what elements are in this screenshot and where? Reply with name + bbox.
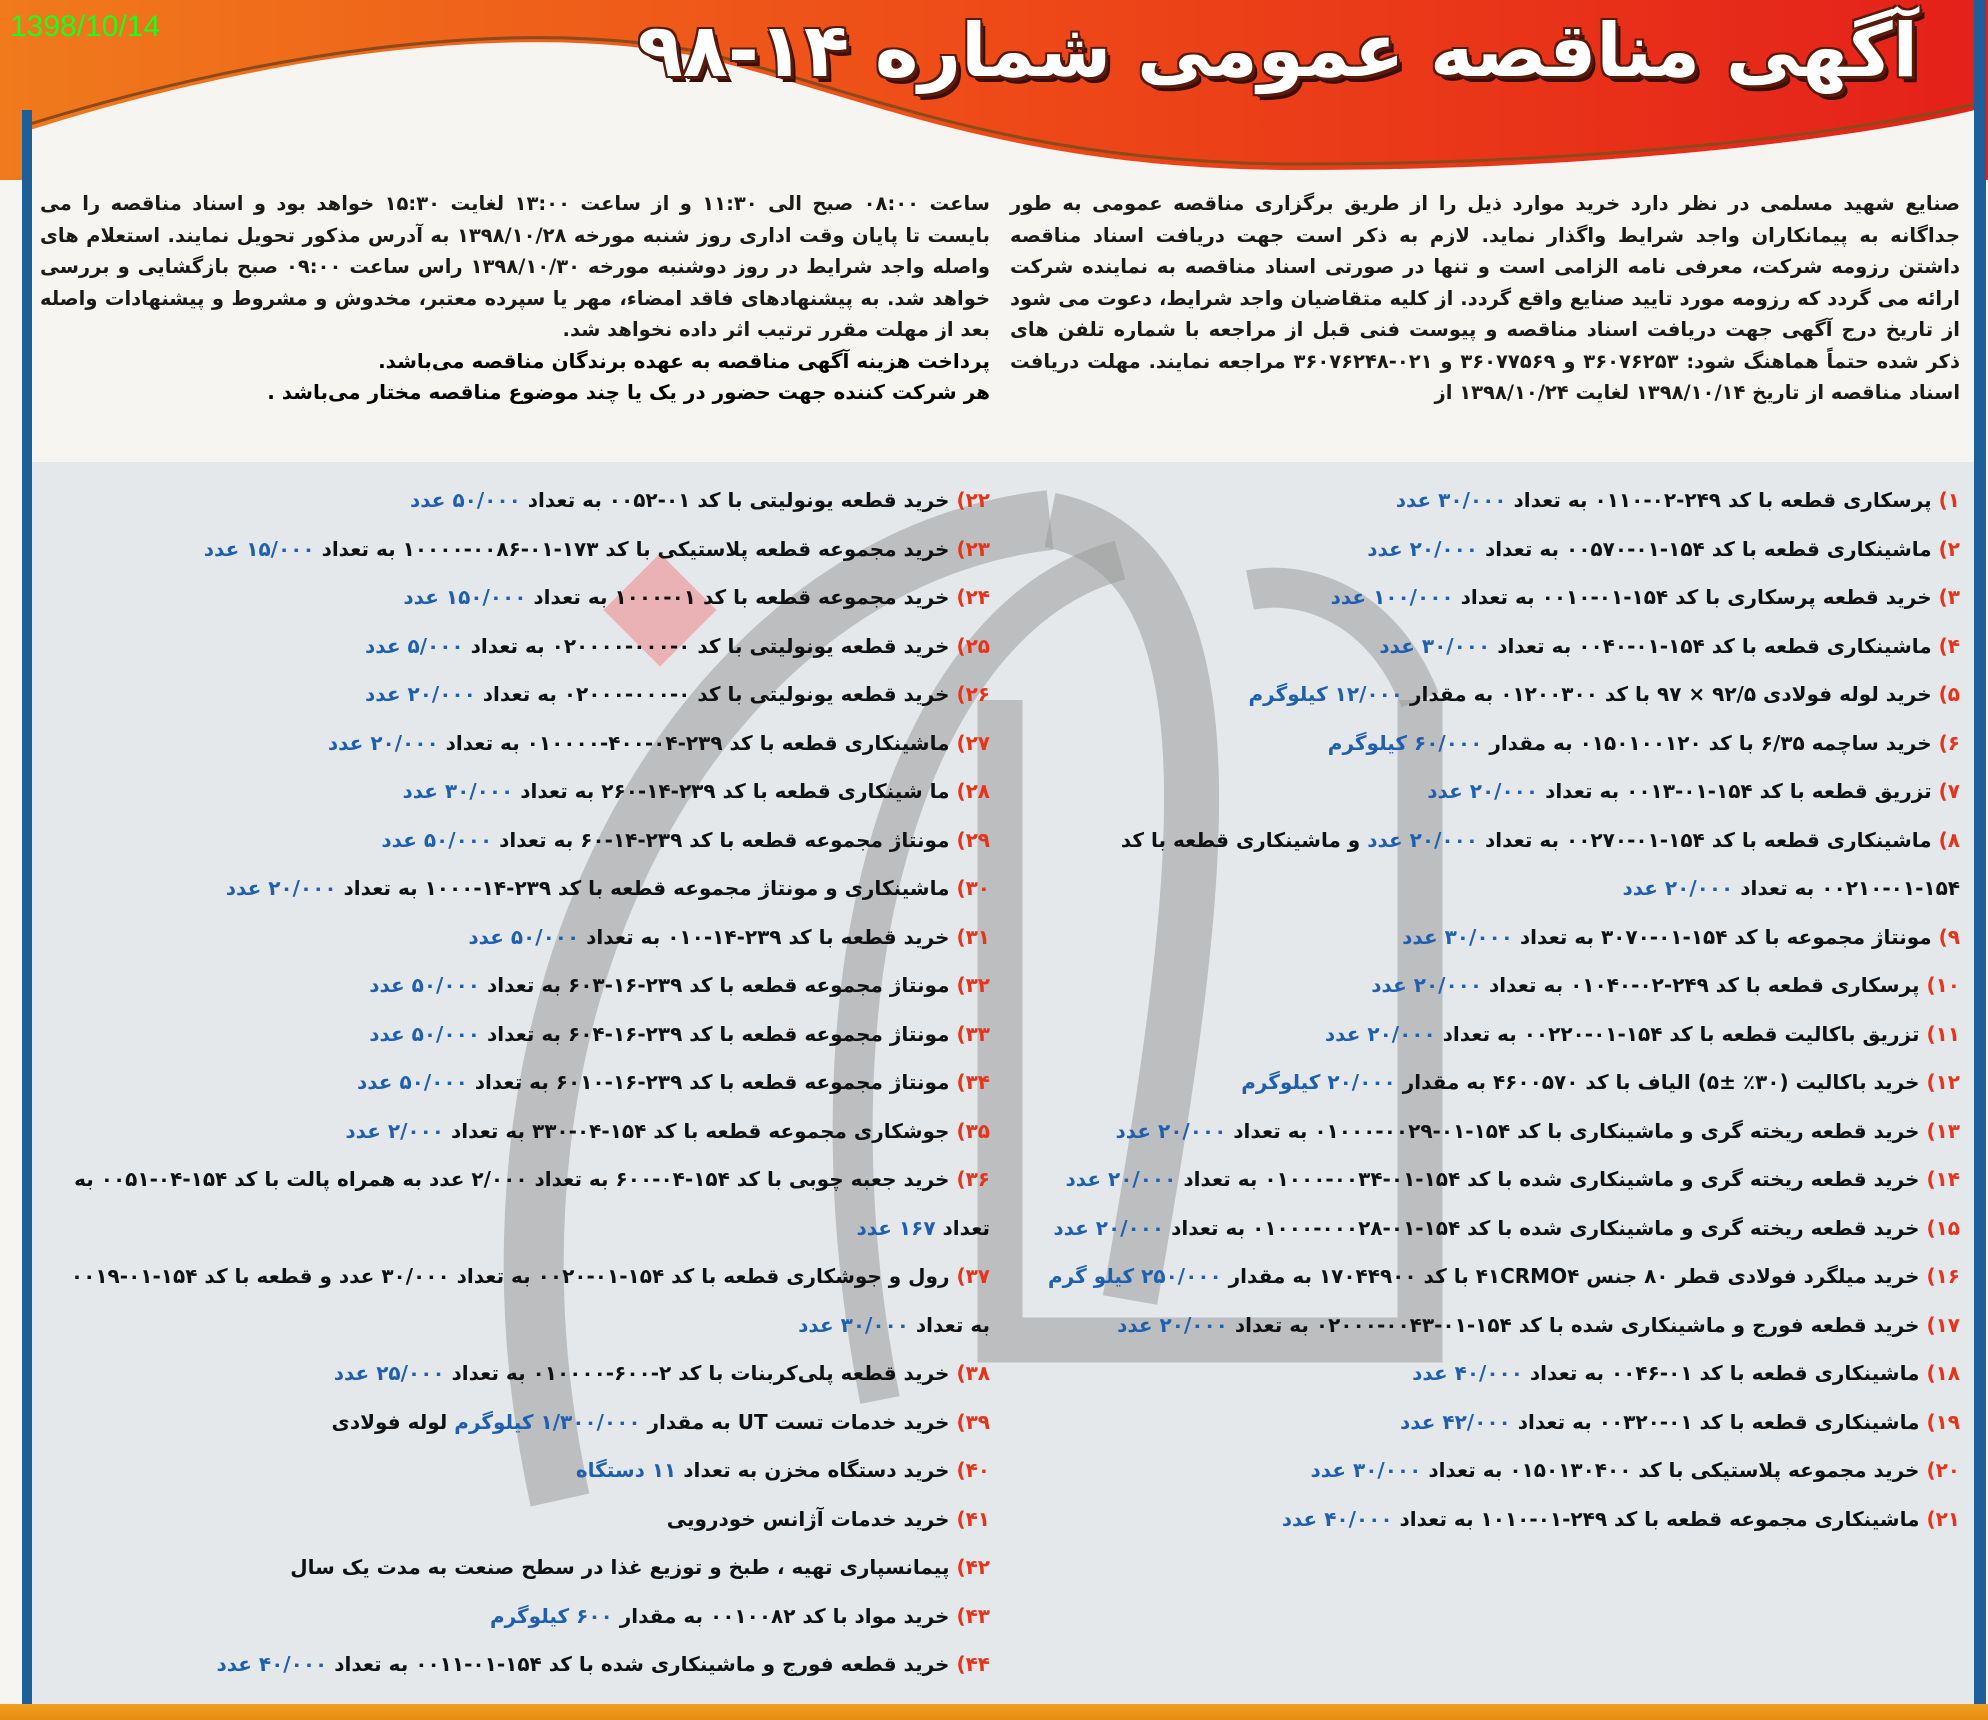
item-quantity: ۵۰/۰۰۰ عدد — [369, 973, 480, 997]
item-description: مونتاژ مجموعه قطعه با کد ۲۳۹-۱۶-۶۰۱۰ به تعداد — [474, 1070, 950, 1094]
item-quantity: ۲۰/۰۰۰ عدد — [1427, 779, 1539, 803]
item-number: ۴۰) — [956, 1458, 990, 1482]
tender-item — [45, 1398, 990, 1447]
item-number: ۱۲) — [1926, 1070, 1960, 1094]
item-description: تزریق قطعه با کد ۱۵۴-۰۱-۰۰۱۳ به تعداد — [1545, 779, 1932, 803]
tender-item — [1010, 1155, 1960, 1204]
item-description: خرید قطعه پلی‌کربنات با کد ۲-۶۰۰-۰۱۰۰۰۰ به تعداد — [451, 1361, 950, 1385]
item-quantity: ۲۰/۰۰۰ عدد — [1053, 1215, 1165, 1240]
item-quantity: ۲۰/۰۰۰ عدد — [1367, 536, 1478, 561]
item-number: ۲۲) — [956, 488, 990, 512]
item-description: لوله فولادی — [331, 1409, 448, 1434]
intro-right — [1010, 188, 1960, 409]
tender-item — [1010, 476, 1960, 525]
item-quantity: ۱۶۷ عدد — [856, 1215, 936, 1240]
item-description: خرید قطعه ریخته گری و ماشینکاری شده با کد ۱۵۴-۰۱-۰۰۰۲۸-۰۱۰۰۰ به تعداد — [1171, 1215, 1920, 1240]
item-quantity: ۱۵۰/۰۰۰ عدد — [403, 585, 527, 609]
item-description: خرید قطعه یونولیتی با کد ۰۱-۰۰۵۲ به تعداد — [527, 488, 950, 512]
item-quantity: ۵۰/۰۰۰ عدد — [409, 488, 521, 512]
item-description: مونتاژ مجموعه قطعه با کد ۲۳۹-۱۶-۶۰۳ به تعداد — [486, 973, 950, 997]
item-number: ۳۳) — [956, 1021, 990, 1046]
item-description: پرسکاری قطعه با کد ۲۴۹-۰۲-۰۱۰۴۰ به تعداد — [1489, 973, 1920, 997]
item-quantity: ۴۰/۰۰۰ عدد — [216, 1652, 328, 1676]
tender-item — [45, 1010, 990, 1059]
tender-item — [1010, 1204, 1960, 1253]
item-quantity: ۶۰۰ کیلوگرم — [489, 1603, 613, 1628]
item-quantity: ۲۰/۰۰۰ عدد — [1117, 1312, 1228, 1337]
intro-paragraph-left: ساعت ۰۸:۰۰ صبح الی ۱۱:۳۰ و از ساعت ۱۳:۰۰ لغایت ۱۵:۳۰ خواهد بود و اسناد مناقصه را می بایست تا پایان وقت اداری روز شنبه مورخه ۱۳۹۸/۱۰/۲۸ به آدرس مذکور تحویل نمایند. استعلام های واصله واجد شرایط در روز دوشنبه مورخه ۱۳۹۸/۱۰/۳۰ راس ساعت ۰۹:۰۰ صبح بازگشایی و بررسی خواهد شد. به پیشنهادهای فاقد امضاء، مهر یا سپرده معتبر، مخدوش و مشروط و پیشنهادات واصله بعد از مهلت مقرر ترتیب اثر داده نخواهد شد. — [40, 192, 990, 341]
item-description: خرید مواد با کد ۰۰۱۰۰۸۲ به مقدار — [619, 1603, 950, 1628]
tender-item — [1010, 961, 1960, 1010]
tender-item — [45, 1446, 990, 1495]
item-description: خرید جعبه چوبی با کد ۱۵۴-۰۴-۶۰۰ به تعداد ۲/۰۰۰ عدد به همراه پالت با کد ۱۵۴-۰۴-۰۰۵۱ به تعداد — [74, 1167, 990, 1240]
item-description: خرید قطعه فورج و ماشینکاری شده با کد ۱۵۴-۰۱-۰۰۱۱ به تعداد — [334, 1652, 950, 1676]
item-description: ماشینکاری قطعه با کد ۱۵۴-۰۱-۰۰۲۷۰ به تعداد — [1484, 827, 1932, 852]
item-number: ۱۰) — [1926, 973, 1960, 997]
intro-left — [40, 188, 990, 409]
tender-item — [45, 476, 990, 525]
tender-item — [1010, 1398, 1960, 1447]
item-quantity: ۴۰/۰۰۰ عدد — [1412, 1361, 1523, 1385]
left-border — [22, 110, 32, 1720]
item-number: ۷) — [1938, 779, 1960, 803]
item-number: ۱۵) — [1926, 1215, 1960, 1240]
tender-item — [1010, 573, 1960, 622]
item-number: ۱) — [1938, 488, 1960, 512]
item-quantity: ۵۰/۰۰۰ عدد — [468, 924, 580, 949]
item-description: ماشینکاری قطعه با کد ۰۱-۰۰۴۶ به تعداد — [1529, 1361, 1920, 1385]
item-description: رول و جوشکاری قطعه با کد ۱۵۴-۰۱-۰۰۲۰ به تعداد ۳۰/۰۰۰ عدد و قطعه با کد ۱۵۴-۰۱-۰۰۱۹ به تعداد — [70, 1264, 990, 1337]
item-description: ماشینکاری قطعه با کد ۱۵۴-۰۱-۰۰۵۷۰ به تعداد — [1484, 536, 1932, 561]
item-description: مونتاژ مجموعه با کد ۱۵۴-۰۱-۳۰۷۰ به تعداد — [1519, 924, 1932, 949]
item-quantity: ۵/۰۰۰ عدد — [365, 633, 464, 658]
item-description: خرید خدمات آژانس خودرویی — [666, 1506, 950, 1531]
item-number: ۳۸) — [956, 1361, 990, 1385]
tender-item — [45, 961, 990, 1010]
tender-item — [45, 1640, 990, 1689]
tender-item — [45, 864, 990, 913]
tender-item — [45, 1592, 990, 1641]
item-number: ۲۹) — [956, 827, 990, 852]
item-quantity: ۱/۳۰۰/۰۰۰ کیلوگرم — [454, 1409, 641, 1434]
item-number: ۴۳) — [956, 1603, 990, 1628]
item-number: ۲۷) — [956, 730, 990, 755]
tender-item — [45, 622, 990, 671]
page-title: آگهی مناقصه عمومی شماره ۱۴-۹۸ — [637, 8, 1918, 94]
date-stamp: 1398/10/14 — [10, 10, 161, 43]
item-quantity: ۲۰/۰۰۰ عدد — [1324, 1021, 1436, 1046]
item-quantity: ۵۰/۰۰۰ عدد — [381, 827, 493, 852]
item-quantity: ۱۲/۰۰۰ کیلوگرم — [1248, 682, 1404, 706]
item-description: مونتاژ مجموعه قطعه با کد ۲۳۹-۱۴-۶۰ به تعداد — [499, 827, 950, 852]
item-number: ۱۳) — [1926, 1118, 1960, 1143]
item-quantity: ۲/۰۰۰ عدد — [345, 1118, 444, 1143]
item-quantity: ۳۰/۰۰۰ عدد — [1310, 1458, 1422, 1482]
tender-item — [1010, 1446, 1960, 1495]
tender-item — [45, 816, 990, 865]
item-number: ۱۱) — [1926, 1021, 1960, 1046]
item-description: خرید میلگرد فولادی قطر ۸۰ جنس ۴۱CRMO۴ با کد ۱۷۰۴۴۹۰۰ به مقدار — [1228, 1264, 1920, 1288]
tender-items-left — [45, 476, 990, 1689]
item-description: خرید ساچمه ۶/۳۵ با کد ۰۱۵۰۱۰۰۱۲۰ به مقدار — [1489, 730, 1932, 755]
tender-item — [1010, 670, 1960, 719]
item-quantity: ۳۰/۰۰۰ عدد — [1395, 488, 1507, 512]
tender-item — [1010, 1058, 1960, 1107]
tender-item — [45, 1058, 990, 1107]
item-description: ماشینکاری و مونتاژ مجموعه قطعه با کد ۲۳۹-۱۴-۱۰۰۰ به تعداد — [343, 876, 950, 900]
tender-item — [45, 913, 990, 962]
tender-item — [1010, 1301, 1960, 1350]
tender-item — [1010, 1349, 1960, 1398]
item-quantity: ۳۰/۰۰۰ عدد — [798, 1312, 909, 1337]
item-quantity: ۳۰/۰۰۰ عدد — [402, 779, 514, 803]
tender-item — [45, 1155, 990, 1252]
bottom-stripe — [0, 1704, 1988, 1720]
item-number: ۲۶) — [956, 682, 990, 706]
tender-item — [1010, 525, 1960, 574]
item-description: خرید قطعه یونولیتی با کد ۰-۰۰۰-۰۲۰۰۰۰ به تعداد — [470, 633, 950, 658]
item-number: ۹) — [1938, 924, 1960, 949]
tender-item — [1010, 1495, 1960, 1544]
item-number: ۲۴) — [956, 585, 990, 609]
item-quantity: ۲۰/۰۰۰ عدد — [365, 682, 476, 706]
item-quantity: ۲۰/۰۰۰ کیلوگرم — [1241, 1070, 1396, 1094]
item-quantity: ۲۵۰/۰۰۰ کیلو گرم — [1048, 1264, 1222, 1288]
item-number: ۱۷) — [1926, 1312, 1960, 1337]
item-number: ۳۷) — [956, 1264, 990, 1288]
item-quantity: ۱۰۰/۰۰۰ عدد — [1330, 585, 1454, 609]
item-number: ۳) — [1938, 585, 1960, 609]
item-quantity: ۲۰/۰۰۰ عدد — [1367, 827, 1478, 852]
item-description: و ماشینکاری قطعه با کد ۱۵۴-۰۱-۰۰۲۱۰ به تعداد — [1120, 827, 1960, 900]
item-quantity: ۵۰/۰۰۰ عدد — [369, 1021, 480, 1046]
item-quantity: ۲۵/۰۰۰ عدد — [333, 1361, 445, 1385]
item-description: ماشینکاری قطعه با کد ۲۳۹-۰۴-۴۰۰-۰۱۰۰۰۰ به تعداد — [445, 730, 950, 755]
tender-item — [45, 1252, 990, 1349]
item-number: ۳۴) — [956, 1070, 990, 1094]
tender-item — [45, 767, 990, 816]
tender-item — [1010, 1010, 1960, 1059]
item-quantity: ۶۰/۰۰۰ کیلوگرم — [1327, 730, 1483, 755]
tender-item — [1010, 767, 1960, 816]
item-number: ۸) — [1938, 827, 1960, 852]
tender-items-right — [1010, 476, 1960, 1543]
item-number: ۲) — [1938, 536, 1960, 561]
item-description: خرید قطعه با کد ۲۳۹-۱۴-۰۱۰ به تعداد — [586, 924, 950, 949]
item-description: خرید خدمات تست UT به مقدار — [647, 1409, 950, 1434]
tender-item — [45, 1349, 990, 1398]
item-quantity: ۲۰/۰۰۰ عدد — [327, 730, 439, 755]
item-description: پیمانسپاری تهیه ، طبخ و توزیع غذا در سطح صنعت به مدت یک سال — [290, 1555, 950, 1579]
item-description: پرسکاری قطعه با کد ۲۴۹-۰۲-۰۱۱۰ به تعداد — [1513, 488, 1932, 512]
note-participation: هر شرکت کننده جهت حضور در یک یا چند موضوع مناقصه مختار می‌باشد . — [267, 380, 990, 404]
item-quantity: ۴۲/۰۰۰ عدد — [1399, 1409, 1511, 1434]
item-description: ما شینکاری قطعه با کد ۲۳۹-۱۴-۲۶۰ به تعداد — [520, 779, 950, 803]
item-number: ۲۰) — [1926, 1458, 1960, 1482]
item-description: جوشکاری مجموعه قطعه با کد ۱۵۴-۰۴-۳۳۰ به تعداد — [450, 1118, 950, 1143]
item-description: ماشینکاری قطعه با کد ۰۱-۰۰۳۲۰ به تعداد — [1517, 1409, 1920, 1434]
tender-item — [1010, 913, 1960, 962]
item-quantity: ۵۰/۰۰۰ عدد — [356, 1070, 468, 1094]
item-description: خرید قطعه پرسکاری با کد ۱۵۴-۰۱-۰۰۱۰ به تعداد — [1460, 585, 1932, 609]
tender-item — [45, 1543, 990, 1592]
item-description: خرید قطعه ریخته گری و ماشینکاری با کد ۱۵۴-۰۱-۰۰۲۹-۰۱۰۰۰ به تعداد — [1233, 1118, 1920, 1143]
item-quantity: ۳۰/۰۰۰ عدد — [1379, 633, 1491, 658]
tender-item — [1010, 622, 1960, 671]
item-number: ۳۲) — [956, 973, 990, 997]
item-description: ماشینکاری قطعه با کد ۱۵۴-۰۱-۰۰۴۰ به تعداد — [1497, 633, 1932, 658]
tender-item — [45, 525, 990, 574]
item-quantity: ۱۱ دستگاه — [575, 1458, 677, 1482]
item-quantity: ۲۰/۰۰۰ عدد — [1065, 1167, 1177, 1191]
item-quantity: ۲۰/۰۰۰ عدد — [1622, 876, 1734, 900]
tender-item — [1010, 1107, 1960, 1156]
tender-item — [45, 670, 990, 719]
item-description: ماشینکاری مجموعه قطعه با کد ۲۴۹-۰۱-۱۰۱۰ به تعداد — [1399, 1506, 1920, 1531]
tender-item — [45, 1495, 990, 1544]
note-payment: پرداخت هزینه آگهی مناقصه به عهده برندگان مناقصه می‌باشد. — [378, 348, 990, 373]
item-quantity: ۳۰/۰۰۰ عدد — [1402, 924, 1513, 949]
item-number: ۴۲) — [956, 1555, 990, 1579]
item-description: خرید لوله فولادی ۹۲/۵ × ۹۷ با کد ۰۱۲۰۰۳۰۰ به مقدار — [1409, 682, 1932, 706]
item-quantity: ۱۵/۰۰۰ عدد — [203, 536, 315, 561]
item-number: ۴۱) — [956, 1506, 990, 1531]
item-description: خرید مجموعه قطعه پلاستیکی با کد ۱۷۳-۰۱-۰۰۸۶-۱۰۰۰۰ به تعداد — [321, 536, 950, 561]
item-quantity: ۲۰/۰۰۰ عدد — [1115, 1118, 1227, 1143]
item-number: ۲۸) — [956, 779, 990, 803]
item-number: ۱۸) — [1926, 1361, 1960, 1385]
item-number: ۳۹) — [956, 1409, 990, 1434]
item-number: ۱۴) — [1926, 1167, 1960, 1191]
item-description: خرید مجموعه قطعه با کد ۰۱-۱۰۰۰ به تعداد — [533, 585, 950, 609]
tender-item — [1010, 816, 1960, 913]
right-border — [1974, 0, 1986, 1720]
tender-item — [1010, 1252, 1960, 1301]
item-number: ۳۶) — [956, 1167, 990, 1191]
tender-item — [1010, 719, 1960, 768]
item-number: ۱۶) — [1926, 1264, 1960, 1288]
tender-item — [45, 573, 990, 622]
item-number: ۴) — [1938, 633, 1960, 658]
item-description: خرید دستگاه مخزن به تعداد — [683, 1458, 950, 1482]
intro-paragraph-right: صنایع شهید مسلمی در نظر دارد خرید موارد ذیل را از طریق برگزاری مناقصه عمومی به طور جداگانه به پیمانکاران واجد شرایط واگذار نماید. لازم به ذکر است جهت دریافت اسناد مناقصه داشتن رزومه شرکت، معرفی نامه الزامی است و تنها در صورتی اسناد مناقصه به نماینده شرکت ارائه می گردد که رزومه مورد تایید صنایع واقع گردد. از کلیه متقاضیان واجد شرایط، دعوت می شود از تاریخ درج آگهی جهت دریافت اسناد مناقصه و پیوست فنی قبل از مراجعه با شماره تلفن های ذکر شده حتماً هماهنگ شود: ۳۶۰۷۶۲۵۳ و ۳۶۰۷۷۵۶۹ و ۰۲۱-۳۶۰۷۶۲۴۸ مراجعه نمایند. مهلت دریافت اسناد مناقصه از تاریخ ۱۳۹۸/۱۰/۱۴ لغایت ۱۳۹۸/۱۰/۲۴ از — [1010, 192, 1960, 404]
item-number: ۵) — [1938, 682, 1960, 706]
item-number: ۳۰) — [956, 876, 990, 900]
item-number: ۶) — [1938, 730, 1960, 755]
item-description: خرید قطعه ریخته گری و ماشینکاری شده با کد ۱۵۴-۰۱-۰۰۳۴-۰۱۰۰۰ به تعداد — [1183, 1167, 1920, 1191]
item-number: ۱۹) — [1926, 1409, 1960, 1434]
item-quantity: ۲۰/۰۰۰ عدد — [1371, 973, 1483, 997]
tender-item — [45, 1107, 990, 1156]
item-description: خرید قطعه فورج و ماشینکاری شده با کد ۱۵۴-۰۱-۰۰۴۳-۰۲۰۰۰ به تعداد — [1234, 1312, 1920, 1337]
item-number: ۳۱) — [956, 924, 990, 949]
item-description: خرید قطعه یونولیتی با کد ۰-۰۰۰-۰۲۰۰۰ به تعداد — [482, 682, 950, 706]
item-number: ۲۱) — [1926, 1506, 1960, 1531]
item-quantity: ۴۰/۰۰۰ عدد — [1281, 1506, 1393, 1531]
item-description: مونتاژ مجموعه قطعه با کد ۲۳۹-۱۶-۶۰۴ به تعداد — [486, 1021, 950, 1046]
item-quantity: ۲۰/۰۰۰ عدد — [225, 876, 337, 900]
item-description: خرید باکالیت (۳۰٪ ±۵) الیاف با کد ۴۶۰۰۵۷۰ به مقدار — [1402, 1070, 1920, 1094]
item-number: ۲۵) — [956, 633, 990, 658]
tender-item — [45, 719, 990, 768]
item-number: ۴۴) — [956, 1652, 990, 1676]
item-description: خرید مجموعه پلاستیکی با کد ۰۱۵۰۱۳۰۴۰۰ به تعداد — [1428, 1458, 1920, 1482]
item-description: تزریق باکالیت قطعه با کد ۱۵۴-۰۱-۰۰۲۲۰ به تعداد — [1442, 1021, 1920, 1046]
item-number: ۳۵) — [956, 1118, 990, 1143]
item-number: ۲۳) — [956, 536, 990, 561]
